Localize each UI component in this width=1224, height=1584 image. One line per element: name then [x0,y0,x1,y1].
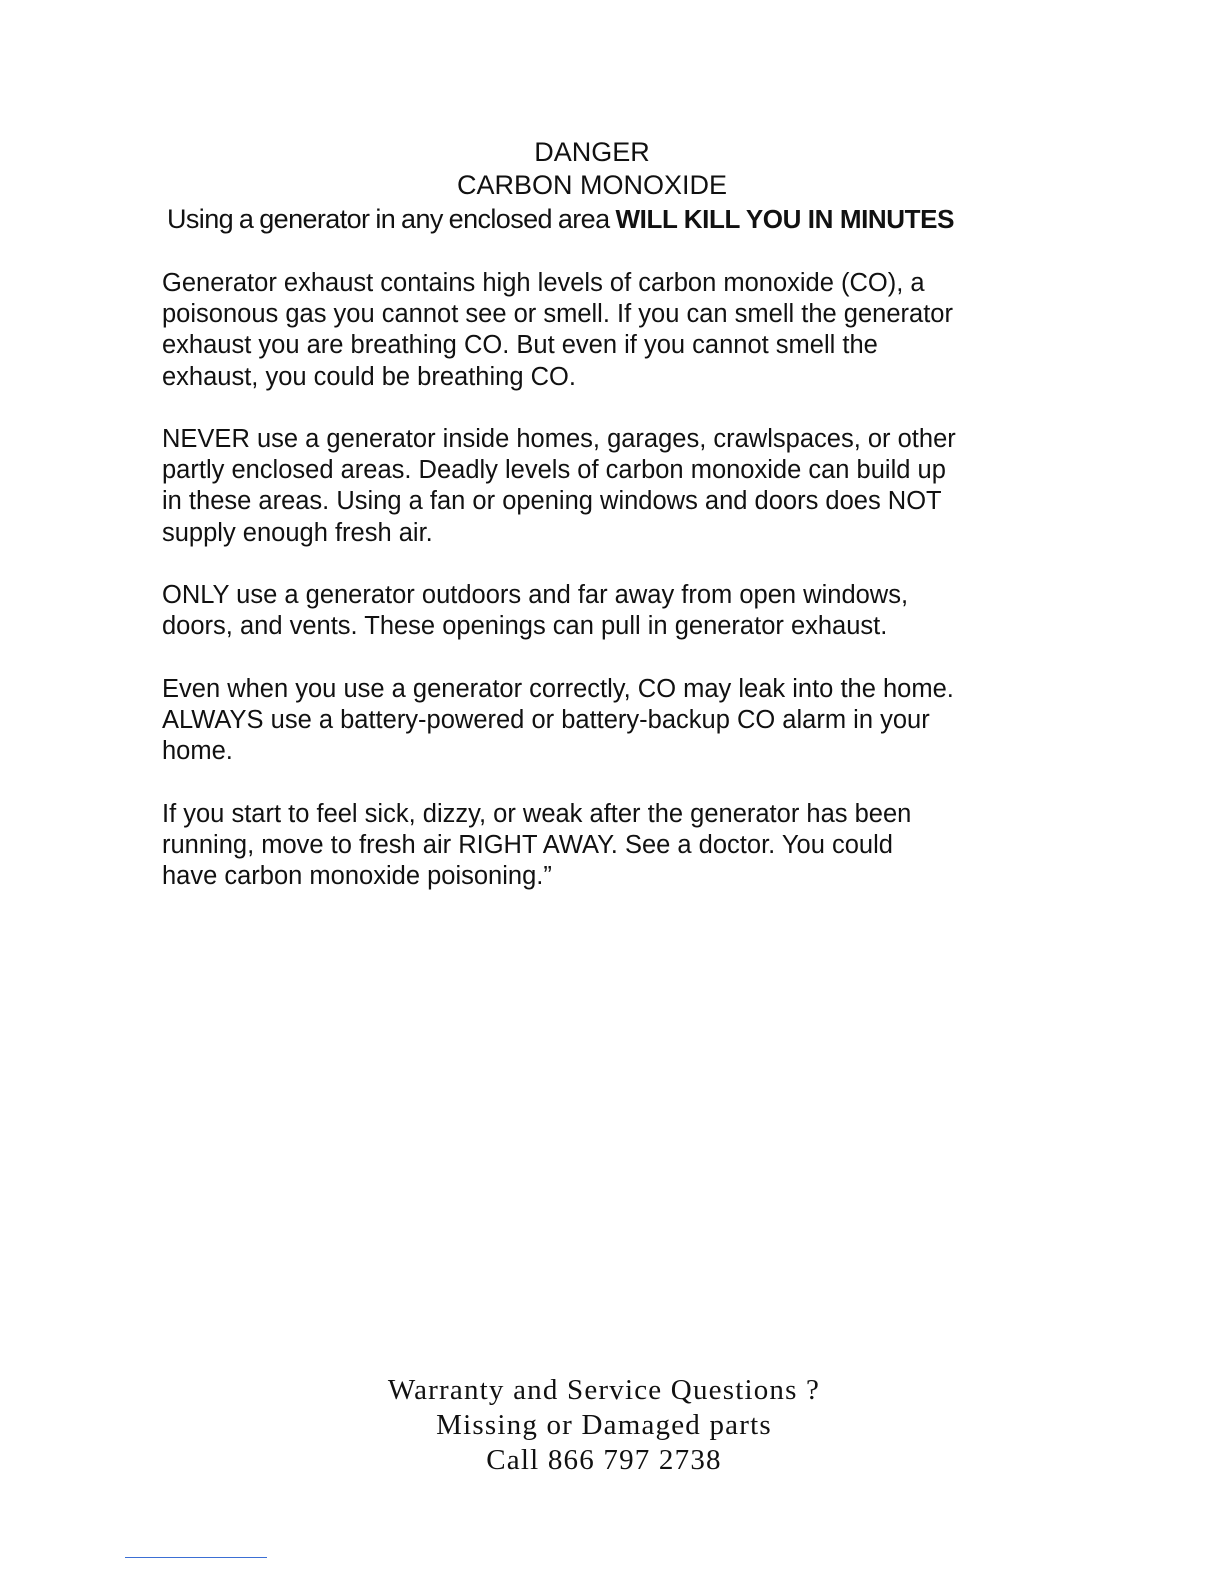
paragraph-only-outdoors: ONLY use a generator outdoors and far away from open windows, doors, and vents. These openings can pull in generator exhaust. [162,581,909,641]
subtitle-emphasis: WILL KILL YOU IN MINUTES [615,204,955,234]
footer-missing-parts: Missing or Damaged parts [436,1409,772,1441]
paragraph-exhaust: Generator exhaust contains high levels of carbon monoxide (CO), a poisonous gas you cannot see or smell. If you can smell the generator exhaust you are breathing CO. But even if you cannot smell the exhaust, you could be breathing CO. [162,269,953,391]
paragraph-never-indoors: NEVER use a generator inside homes, garages, crawlspaces, or other partly enclosed areas. Deadly levels of carbon monoxide can build up in these areas. Using a fan or opening windows and doors does NOT supply enough fresh air. [162,425,956,547]
paragraph-symptoms: If you start to feel sick, dizzy, or weak after the generator has been running, move to fresh air RIGHT AWAY. See a doctor. You could have carbon monoxide poisoning.” [162,800,912,891]
subtitle-text: Using a generator in any enclosed area [167,204,610,234]
warning-subtitle [167,203,954,236]
hazard-heading: CARBON MONOXIDE [456,170,728,200]
danger-heading: DANGER [534,137,650,167]
bottom-rule [125,1557,267,1558]
footer-phone: Call 866 797 2738 [486,1444,722,1476]
footer-warranty: Warranty and Service Questions ? [387,1374,821,1406]
paragraph-co-alarm: Even when you use a generator correctly, CO may leak into the home. ALWAYS use a battery-powered or battery-backup CO alarm in your home. [162,675,954,766]
